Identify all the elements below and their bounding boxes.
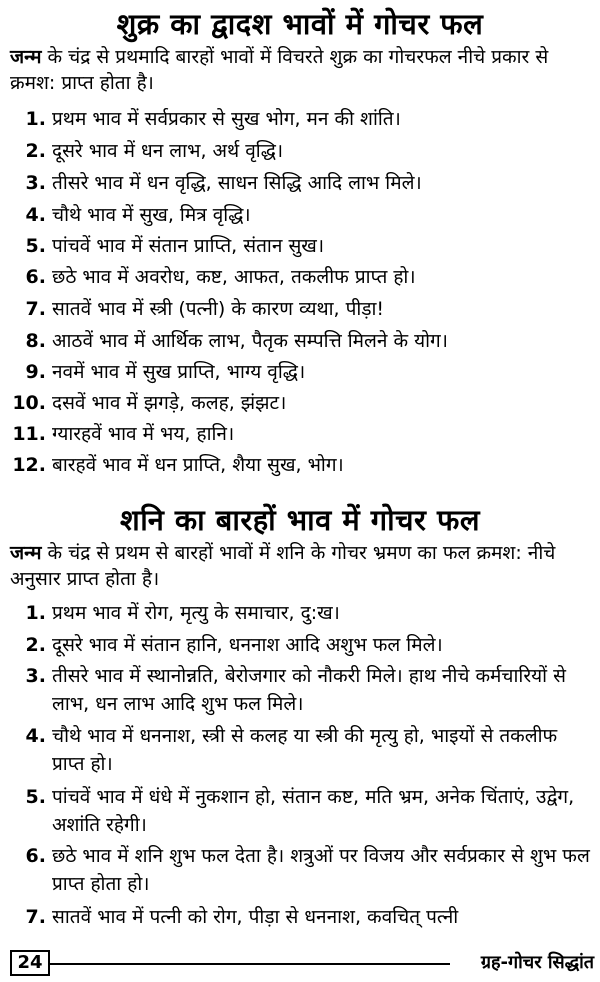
item-number: 9. — [25, 361, 46, 383]
item-text: तीसरे भाव में धन वृद्धि, साधन सिद्धि आदि लाभ मिले। — [52, 172, 422, 194]
list-item — [12, 388, 592, 418]
item-number: 10. — [12, 392, 46, 414]
item-number: 5. — [25, 235, 46, 257]
item-number: 2. — [25, 140, 46, 162]
item-number: 6. — [25, 845, 46, 867]
page-footer — [10, 950, 594, 976]
list-item — [12, 136, 592, 166]
section1-intro-lead: जन्म — [10, 46, 42, 68]
item-number: 8. — [25, 330, 46, 352]
item-text: सातवें भाव में स्त्री (पत्नी) के कारण व्यथा, पीड़ा! — [52, 298, 385, 320]
section2-intro — [10, 540, 594, 592]
footer-rule — [50, 963, 450, 965]
list-item — [12, 902, 592, 932]
item-number: 6. — [25, 266, 46, 288]
item-number: 3. — [25, 172, 46, 194]
list-item — [12, 231, 592, 261]
item-text: प्रथम भाव में रोग, मृत्यु के समाचार, दु:ख। — [52, 602, 340, 624]
section2-heading: शनि का बारहों भाव में गोचर फल — [119, 503, 481, 537]
item-number: 12. — [12, 454, 46, 476]
item-text: दसवें भाव में झगड़े, कलह, झंझट। — [52, 392, 287, 414]
item-number: 2. — [25, 634, 46, 656]
list-item — [12, 722, 592, 778]
list-item — [12, 294, 592, 324]
section1-intro-text: के चंद्र से प्रथमादि बारहों भावों में विचरते शुक्र का गोचरफल नीचे प्रकार से क्रमश: प्राप्त होता है। — [10, 46, 549, 94]
item-number: 4. — [25, 725, 46, 747]
item-text: चौथे भाव में सुख, मित्र वृद्धि। — [52, 204, 251, 226]
list-item — [12, 783, 592, 839]
section1-intro — [10, 44, 594, 96]
item-text: ग्यारहवें भाव में भय, हानि। — [52, 423, 235, 445]
item-text: सातवें भाव में पत्नी को रोग, पीड़ा से धननाश, कवचित् पत्नी — [52, 906, 459, 928]
section1-heading: शुक्र का द्वादश भावों में गोचर फल — [116, 7, 484, 41]
item-text: आठवें भाव में आर्थिक लाभ, पैतृक सम्पत्ति मिलने के योग। — [52, 330, 448, 352]
list-item — [12, 630, 592, 660]
item-number: 5. — [25, 786, 46, 808]
item-text: नवमें भाव में सुख प्राप्ति, भाग्य वृद्धि। — [52, 361, 306, 383]
list-item — [12, 104, 592, 134]
list-item — [12, 200, 592, 230]
running-head: ग्रह-गोचर सिद्धांत — [480, 952, 594, 973]
item-number: 3. — [25, 665, 46, 687]
item-text: छठे भाव में शनि शुभ फल देता है। शत्रुओं पर विजय और सर्वप्रकार से शुभ फल प्राप्त होता हो। — [52, 845, 590, 895]
item-text: दूसरे भाव में संतान हानि, धननाश आदि अशुभ फल मिले। — [52, 634, 443, 656]
list-item — [12, 357, 592, 387]
section2-intro-text: के चंद्र से प्रथम से बारहों भावों में शनि के गोचर भ्रमण का फल क्रमश: नीचे अनुसार प्राप्त होता है। — [10, 542, 556, 590]
list-item — [12, 326, 592, 356]
list-item — [12, 262, 592, 292]
item-text: तीसरे भाव में स्थानोन्नति, बेरोजगार को नौकरी मिले। हाथ नीचे कर्मचारियों से लाभ, धन लाभ आदि शुभ फल मिले। — [52, 665, 566, 715]
item-text: पांचवें भाव में धंधे में नुकशान हो, संतान कष्ट, मति भ्रम, अनेक चिंताएं, उद्वेग, अशांति रहेगी। — [52, 786, 575, 836]
list-item — [12, 662, 592, 718]
item-text: बारहवें भाव में धन प्राप्ति, शैया सुख, भोग। — [52, 454, 344, 476]
item-text: छठे भाव में अवरोध, कष्ट, आफत, तकलीफ प्राप्त हो। — [52, 266, 416, 288]
item-number: 4. — [25, 204, 46, 226]
item-text: चौथे भाव में धननाश, स्त्री से कलह या स्त्री की मृत्यु हो, भाइयों से तकलीफ प्राप्त हो। — [52, 725, 558, 775]
item-text: प्रथम भाव में सर्वप्रकार से सुख भोग, मन की शांति। — [52, 108, 401, 130]
item-number: 1. — [25, 108, 46, 130]
list-item — [12, 450, 592, 480]
page-number: 24 — [10, 950, 50, 976]
item-number: 11. — [12, 423, 46, 445]
list-item — [12, 419, 592, 449]
item-number: 7. — [25, 298, 46, 320]
list-item — [12, 168, 592, 198]
item-text: दूसरे भाव में धन लाभ, अर्थ वृद्धि। — [52, 140, 284, 162]
list-item — [12, 598, 592, 628]
item-number: 1. — [25, 602, 46, 624]
item-number: 7. — [25, 906, 46, 928]
section2-intro-lead: जन्म — [10, 542, 42, 564]
list-item — [12, 842, 592, 898]
item-text: पांचवें भाव में संतान प्राप्ति, संतान सुख। — [52, 235, 325, 257]
